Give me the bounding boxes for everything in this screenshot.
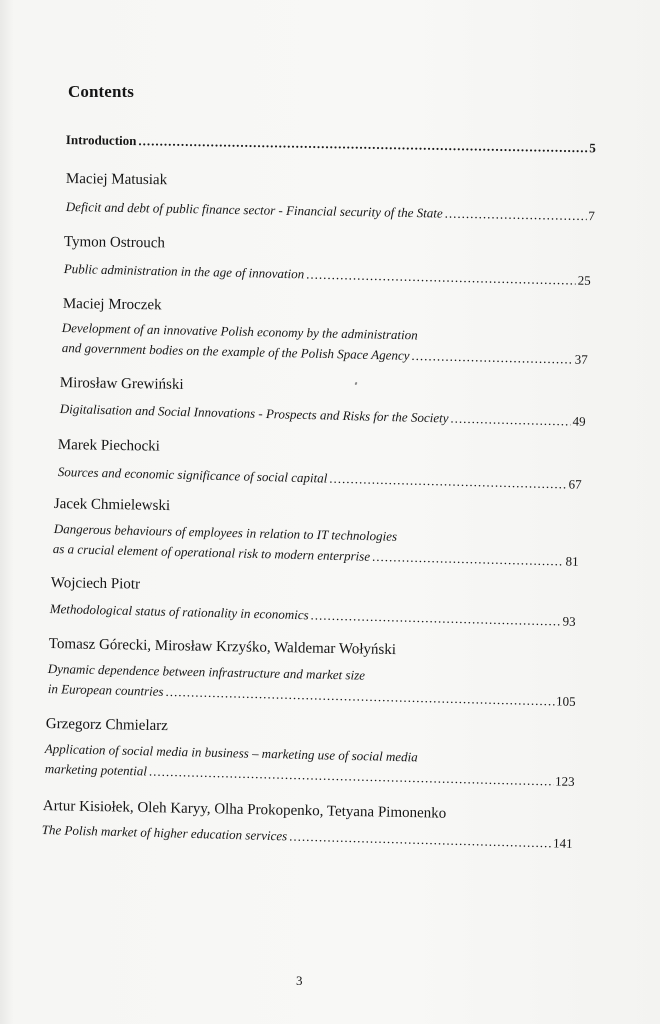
dot-leader — [450, 412, 571, 428]
entry-title-text: as a crucial element of operational risk to modern enterprise — [52, 541, 371, 564]
entry-title-line: Dangerous behaviours of employees in relation to IT technologies — [53, 521, 398, 544]
entry-title-text: Methodological status of rationality in economics — [49, 601, 309, 623]
entry-author: Marek Piechocki — [57, 437, 161, 455]
dot-leader — [289, 829, 551, 849]
page-number: 141 — [552, 835, 573, 851]
page-number: 67 — [568, 476, 582, 492]
entry-author: Grzegorz Chmielarz — [45, 716, 169, 735]
entry-title-text: in European countries — [47, 681, 164, 699]
entry-title-text: and government bodies on the example of the Polish Space Agency — [61, 340, 410, 363]
entry-title-line — [45, 761, 575, 790]
page-number: 105 — [555, 693, 576, 709]
page-number: 5 — [589, 140, 596, 156]
dot-leader — [445, 207, 587, 222]
entry-title-text: The Polish market of higher education services — [41, 822, 288, 844]
entry-title-line — [53, 541, 579, 570]
dot-leader — [329, 472, 567, 491]
page-number: 93 — [562, 613, 576, 629]
dot-leader — [306, 268, 576, 287]
entry-title-text: Digitalisation and Social Innovations - Prospects and Risks for the Society — [59, 401, 449, 426]
page-number: 25 — [577, 272, 591, 288]
page-folio: 3 — [296, 973, 303, 988]
entry-title-text: Sources and economic significance of social capital — [57, 464, 328, 486]
entry-title-line — [50, 601, 576, 630]
page-number: 37 — [574, 351, 588, 367]
entry-title-line: Application of social media in business – marketing use of social media — [44, 741, 418, 765]
dot-leader — [310, 608, 560, 627]
entry-title-line — [62, 340, 588, 368]
entry-title-text: marketing potential — [44, 761, 148, 779]
dot-leader — [149, 765, 554, 788]
entry-author: Tomasz Górecki, Mirosław Krzyśko, Waldemar Wołyński — [48, 636, 397, 659]
entry-title-line: Development of an innovative Polish economy by the administration — [61, 320, 418, 343]
entry-author: Tymon Ostrouch — [63, 234, 166, 252]
contents-heading: Contents — [68, 82, 134, 101]
page-number: 81 — [565, 553, 579, 569]
entry-author: Jacek Chmielewski — [53, 496, 171, 515]
entry-author: Wojciech Piotr — [50, 575, 141, 593]
dot-leader — [411, 349, 572, 366]
introduction-label: Introduction — [65, 132, 137, 149]
entry-title-text: Public administration in the age of innovation — [63, 261, 305, 282]
entry-title-line — [58, 464, 582, 493]
entry-title-line — [60, 401, 586, 430]
entry-author: Artur Kisiołek, Oleh Karyy, Olha Prokopenko, Tetyana Pimonenko — [42, 798, 447, 822]
entry-title-line: Dynamic dependence between infrastructure and market size — [47, 661, 366, 683]
dot-leader — [165, 685, 554, 707]
entry-author: Maciej Mroczek — [62, 296, 162, 314]
entry-author: Mirosław Grewiński — [59, 375, 184, 393]
page-number: 49 — [572, 413, 586, 429]
page-number: 7 — [588, 208, 595, 224]
entry-title-line — [42, 822, 573, 852]
entry-title-text: Deficit and debt of public finance sector - Financial security of the State — [65, 199, 443, 221]
dot-leader — [372, 550, 564, 568]
entry-author: Maciej Matusiak — [65, 171, 168, 189]
entry-title-line — [66, 199, 595, 224]
page-number: 123 — [554, 773, 575, 789]
entry-title-line — [64, 261, 591, 289]
entry-title-line — [48, 681, 576, 710]
